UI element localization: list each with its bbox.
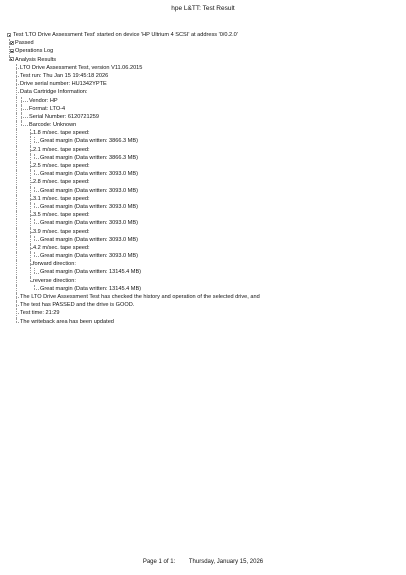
tree-connector	[30, 199, 32, 200]
tree-connector	[34, 289, 39, 290]
print-date: Thursday, January 15, 2026	[188, 559, 264, 565]
tree-node	[7, 219, 402, 227]
tree-node-label: 3.9 m/sec. tape speed:	[33, 228, 90, 235]
tree-node-label: Vendor: HP	[29, 97, 58, 104]
tree-guide-line	[16, 178, 17, 186]
tree-connector	[16, 92, 19, 93]
tree-connector	[30, 166, 32, 167]
tree-node	[7, 318, 402, 326]
tree-node	[7, 113, 402, 121]
tree-connector	[34, 174, 39, 175]
tree-node	[7, 309, 402, 317]
tree-node-label: LTO Drive Assessment Test, version V11.06.2015	[20, 64, 143, 71]
tree-node	[7, 195, 402, 203]
tree-guide-line	[16, 105, 17, 113]
tree-connector	[30, 182, 32, 183]
tree-node-label: Format: LTO-4	[29, 105, 66, 112]
tree-guide-line	[16, 129, 17, 137]
expand-toggle-icon[interactable]	[10, 49, 14, 53]
tree-node-label: The writeback area has been updated	[20, 318, 114, 325]
tree-node	[7, 285, 402, 293]
tree-node-label: Great margin (Data written: 3093.0 MB)	[40, 253, 138, 260]
tree-node	[7, 268, 402, 276]
tree-guide-line	[16, 170, 17, 178]
tree-node-label: Data Cartridge Information:	[20, 89, 88, 96]
tree-guide-line	[16, 211, 17, 219]
tree-guide-line	[16, 285, 17, 293]
tree-guide-line	[16, 260, 17, 268]
tree-node-label: Operations Log	[15, 48, 54, 55]
tree-guide-line	[30, 219, 31, 227]
tree-node	[7, 260, 402, 268]
tree-node-label: Test run: Thu Jan 15 19:45:18 2026	[20, 72, 109, 79]
tree-connector	[30, 248, 32, 249]
tree-node	[7, 277, 402, 285]
tree-guide-line	[30, 236, 31, 244]
tree-node-label: Great margin (Data written: 13145.4 MB)	[40, 269, 142, 276]
tree-node-label: Great margin (Data written: 3093.0 MB)	[40, 187, 138, 194]
tree-node-label: 3.1 m/sec. tape speed:	[33, 195, 90, 202]
tree-connector	[34, 223, 39, 224]
tree-node	[7, 105, 402, 113]
tree-node-label: reverse direction:	[33, 277, 76, 284]
tree-guide-line	[16, 113, 17, 121]
tree-connector	[16, 322, 19, 323]
tree-node	[7, 137, 402, 145]
tree-node	[7, 72, 402, 80]
page-title: hpe L&TT: Test Result	[171, 5, 235, 12]
tree-node-label: Great margin (Data written: 3093.0 MB)	[40, 236, 138, 243]
tree-node	[7, 228, 402, 236]
tree-connector	[34, 191, 39, 192]
tree-guide-line	[30, 252, 31, 260]
tree-node-label: Analysis Results	[15, 56, 57, 63]
tree-connector	[16, 313, 19, 314]
tree-connector	[34, 256, 39, 257]
tree-node-label: The LTO Drive Assessment Test has checked the history and operation of the selected drive, and	[20, 294, 260, 300]
tree-node	[7, 154, 402, 162]
tree-node	[7, 211, 402, 219]
tree-guide-line	[30, 170, 31, 178]
tree-guide-line	[16, 244, 17, 252]
tree-node-label: Test 'LTO Drive Assessment Test' started on device 'HP Ultrium 4 SCSI' at address '0/0.2.0'	[13, 32, 238, 38]
tree-connector	[16, 305, 19, 306]
tree-node-label: The test has PASSED and the drive is GOOD.	[20, 302, 135, 309]
tree-node-label: 2.8 m/sec. tape speed:	[33, 179, 90, 186]
page-footer	[0, 559, 406, 565]
tree-node	[7, 88, 402, 96]
tree-node	[7, 301, 402, 309]
tree-node-label: Great margin (Data written: 3866.3 MB)	[40, 154, 138, 161]
tree-node	[7, 203, 402, 211]
tree-guide-line	[16, 146, 17, 154]
tree-node-label: Great margin (Data written: 3866.3 MB)	[40, 138, 138, 145]
tree-connector	[16, 84, 19, 85]
tree-node-label: 1.8 m/sec. tape speed:	[33, 130, 90, 137]
tree-connector	[34, 158, 39, 159]
tree-guide-line	[16, 162, 17, 170]
tree-guide-line	[16, 187, 17, 195]
tree-node	[7, 56, 402, 64]
tree-node-label: 2.5 m/sec. tape speed:	[33, 163, 90, 169]
tree-node-label: Great margin (Data written: 3093.0 MB)	[40, 203, 138, 210]
tree-guide-line	[16, 195, 17, 203]
tree-connector	[16, 68, 19, 69]
tree-node	[7, 236, 402, 244]
tree-connector	[30, 150, 32, 151]
tree-node-label: Serial Number: 6120721259	[29, 113, 99, 120]
page-number: Page 1 of 1:	[142, 559, 176, 565]
tree-node	[7, 47, 402, 55]
tree-node-label: forward direction:	[33, 261, 76, 268]
expand-toggle-icon[interactable]	[10, 41, 14, 45]
tree-node	[7, 162, 402, 170]
tree-node-label: Passed	[15, 40, 34, 47]
tree-node-label: Barcode: Unknown	[29, 122, 77, 129]
tree-node	[7, 121, 402, 129]
tree-connector	[34, 273, 39, 274]
tree-node	[7, 39, 402, 47]
tree-node-label: 3.5 m/sec. tape speed:	[33, 212, 90, 219]
tree-guide-line	[16, 219, 17, 227]
tree-guide-line	[16, 228, 17, 236]
tree-connector	[21, 109, 28, 110]
tree-node-label: 2.1 m/sec. tape speed:	[33, 146, 90, 153]
tree-guide-line	[30, 268, 31, 276]
tree-guide-line	[16, 137, 17, 145]
tree-connector	[34, 142, 39, 143]
tree-node	[7, 97, 402, 105]
tree-connector	[16, 76, 19, 77]
tree-guide-line	[16, 236, 17, 244]
tree-node	[7, 170, 402, 178]
tree-guide-line	[30, 154, 31, 162]
tree-connector	[30, 215, 32, 216]
collapse-toggle-icon[interactable]	[7, 33, 11, 37]
tree-guide-line	[30, 137, 31, 145]
tree-connector	[21, 101, 28, 102]
tree-node	[7, 187, 402, 195]
tree-node-label: Great margin (Data written: 3093.0 MB)	[40, 220, 138, 227]
tree-connector	[16, 297, 19, 298]
tree-node-label: Great margin (Data written: 13145.4 MB)	[40, 285, 142, 292]
tree-connector	[34, 207, 39, 208]
tree-guide-line	[16, 97, 17, 105]
tree-guide-line	[30, 187, 31, 195]
result-tree	[7, 31, 402, 326]
tree-connector	[21, 125, 28, 126]
tree-node	[7, 178, 402, 186]
tree-guide-line	[16, 203, 17, 211]
tree-node	[7, 129, 402, 137]
tree-connector	[30, 232, 32, 233]
tree-node	[7, 244, 402, 252]
tree-connector	[21, 117, 28, 118]
tree-node	[7, 64, 402, 72]
tree-connector	[34, 240, 39, 241]
tree-guide-line	[16, 268, 17, 276]
tree-guide-line	[16, 121, 17, 129]
tree-guide-line	[16, 277, 17, 285]
tree-node-label: 4.2 m/sec. tape speed:	[33, 244, 90, 251]
tree-node	[7, 293, 402, 301]
tree-guide-line	[16, 252, 17, 260]
tree-connector	[30, 133, 32, 134]
tree-node	[7, 146, 402, 154]
tree-node-label: Drive serial number: HU1342YPTE	[20, 81, 107, 88]
tree-connector	[30, 264, 32, 265]
tree-node-label: Great margin (Data written: 3093.0 MB)	[40, 171, 138, 178]
tree-node	[7, 80, 402, 88]
tree-node	[7, 31, 402, 39]
tree-node-label: Test time: 21:29	[20, 310, 60, 317]
collapse-toggle-icon[interactable]	[10, 57, 14, 61]
tree-connector	[30, 281, 32, 282]
tree-guide-line	[30, 203, 31, 211]
tree-guide-line	[16, 154, 17, 162]
tree-node	[7, 252, 402, 260]
